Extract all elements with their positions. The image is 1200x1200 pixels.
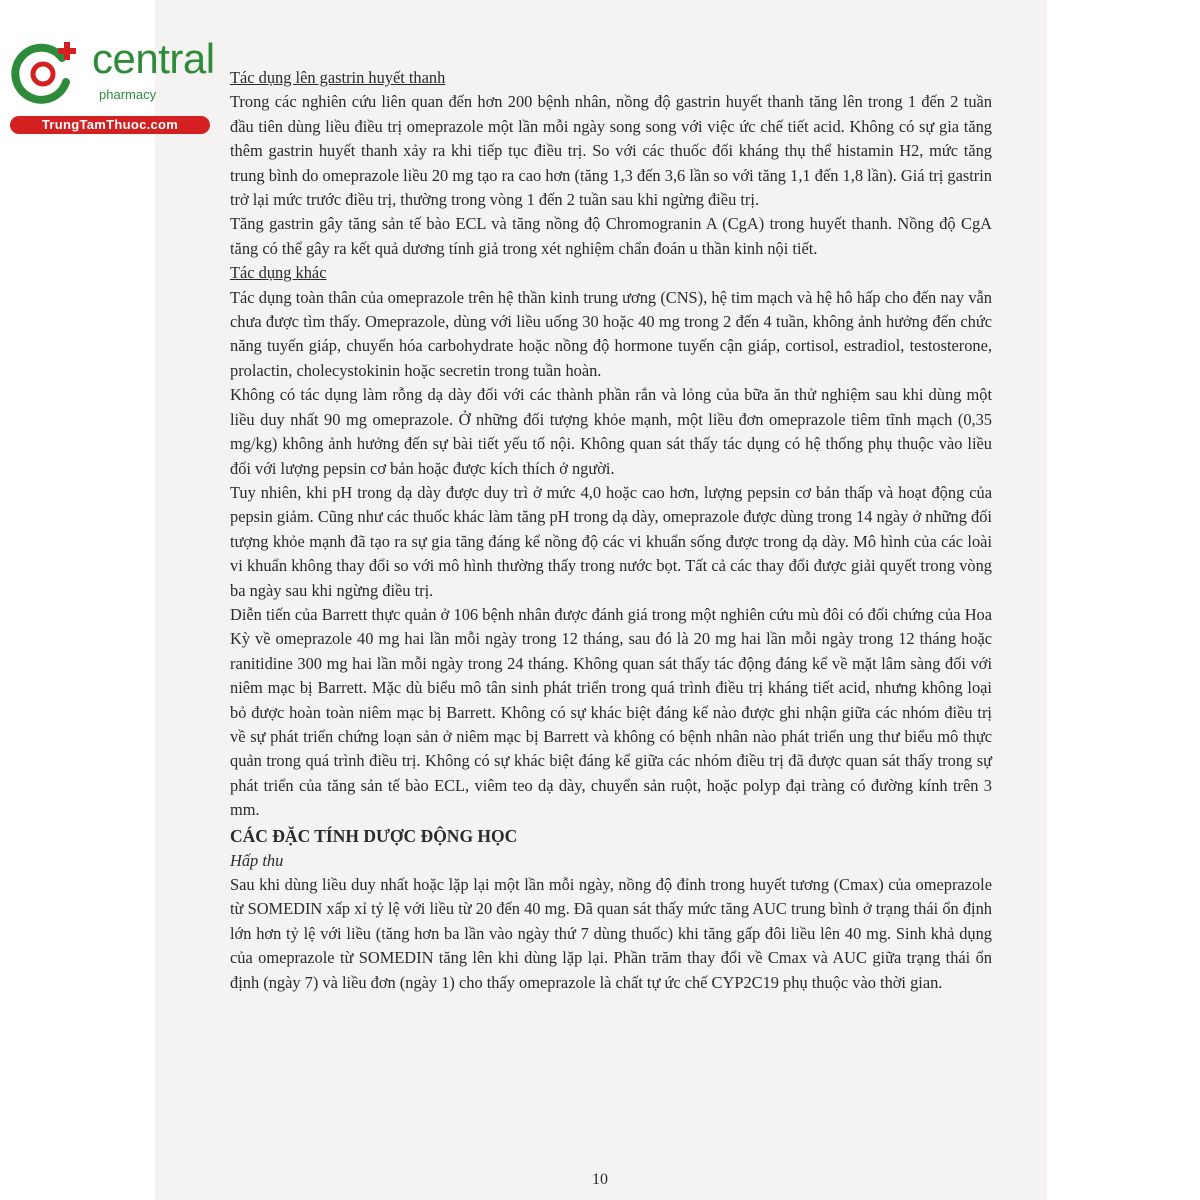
gastrin-paragraph-2: Tăng gastrin gây tăng sản tế bào ECL và tăng nồng độ Chromogranin A (CgA) trong huyết thanh. Nồng độ CgA tăng có thể gây ra kết quả dương tính giả trong xét nghiệm chẩn đoán u thần kinh nội tiết. bbox=[230, 214, 992, 258]
brand-name: central bbox=[92, 35, 215, 82]
brand-logo[interactable] bbox=[10, 35, 215, 136]
other-effects-heading: Tác dụng khác bbox=[230, 263, 327, 283]
page-number: 10 bbox=[592, 1171, 608, 1188]
absorption-heading: Hấp thu bbox=[230, 850, 284, 870]
brand-website-link[interactable]: TrungTamThuoc.com bbox=[10, 116, 210, 134]
gastrin-heading: Tác dụng lên gastrin huyết thanh bbox=[230, 68, 446, 87]
other-effects-paragraph-2: Không có tác dụng làm rỗng dạ dày đối với các thành phần rắn và lỏng của bữa ăn thử nghiệm sau khi dùng một liều duy nhất 90 mg omeprazole. Ở những đối tượng khỏe mạnh, một liều đơn omeprazole tiêm tĩnh mạch (0,35 mg/kg) không ảnh hưởng đến sự bài tiết yếu tố nội. Không quan sát thấy tác dụng có hệ thống phụ thuộc vào liều đối với lượng pepsin cơ bản hoặc được kích thích ở người. bbox=[230, 385, 992, 478]
brand-subtitle: pharmacy bbox=[99, 87, 157, 102]
other-effects-paragraph-3: Tuy nhiên, khi pH trong dạ dày được duy trì ở mức 4,0 hoặc cao hơn, lượng pepsin cơ bản thấp và hoạt động của pepsin giảm. Cũng như các thuốc khác làm tăng pH trong dạ dày, omeprazole được dùng trong 14 ngày ở những đối tượng khỏe mạnh đã tạo ra sự gia tăng đáng kể nồng độ các vi khuẩn sống được trong dạ dày. Mô hình của các loài vi khuẩn không thay đổi so với mô hình thường thấy trong nước bọt. Tất cả các thay đổi được giải quyết trong vòng ba ngày sau khi ngừng điều trị. bbox=[230, 482, 992, 600]
absorption-paragraph: Sau khi dùng liều duy nhất hoặc lặp lại một lần mỗi ngày, nồng độ đỉnh trong huyết tương (Cmax) của omeprazole từ SOMEDIN xấp xỉ tỷ lệ với liều từ 20 đến 40 mg. Đã quan sát thấy mức tăng AUC trung bình ở trạng thái ổn định lớn hơn tỷ lệ với liều (tăng hơn ba lần vào ngày thứ 7 dùng thuốc) khi tăng gấp đôi liều lên 40 mg. Sinh khả dụng của omeprazole từ SOMEDIN tăng lên khi dùng lặp lại. Phần trăm thay đổi về Cmax và AUC giữa trạng thái ổn định (ngày 7) và liều đơn (ngày 1) cho thấy omeprazole là chất tự ức chế CYP2C19 phụ thuộc vào thời gian. bbox=[230, 875, 992, 992]
pharmacokinetics-title: CÁC ĐẶC TÍNH DƯỢC ĐỘNG HỌC bbox=[230, 825, 518, 846]
other-effects-paragraph-4: Diễn tiến của Barrett thực quản ở 106 bệnh nhân được đánh giá trong một nghiên cứu mù đôi có đối chứng của Hoa Kỳ về omeprazole 40 mg hai lần mỗi ngày trong 12 tháng, sau đó là 20 mg hai lần mỗi ngày trong 12 tháng hoặc ranitidine 300 mg hai lần mỗi ngày trong 24 tháng. Không quan sát thấy tác động đáng kể về mặt lâm sàng đối với niêm mạc bị Barrett. Mặc dù biểu mô tân sinh phát triển trong quá trình điều trị kháng tiết acid, nhưng không loại bỏ được hoàn toàn niêm mạc bị Barrett. Không có sự khác biệt đáng kể nào được ghi nhận giữa các nhóm điều trị về sự phát triển chứng loạn sản ở niêm mạc bị Barrett và không có bệnh nhân nào phát triển ung thư biểu mô thực quản trong quá trình điều trị. Không có sự khác biệt đáng kể giữa các nhóm điều trị đã được quan sát thấy trong sự phát triển của tăng sản tế bào ECL, viêm teo dạ dày, chuyển sản ruột, hoặc polyp đại tràng có đường kính trên 3 mm. bbox=[230, 604, 992, 820]
gastrin-paragraph-1: Trong các nghiên cứu liên quan đến hơn 200 bệnh nhân, nồng độ gastrin huyết thanh tăng lên trong 1 đến 2 tuần đầu tiên dùng liều điều trị omeprazole một lần mỗi ngày song song với việc ức chế tiết acid. Không có sự gia tăng thêm gastrin huyết thanh xảy ra khi tiếp tục điều trị. So với các thuốc đối kháng thụ thể histamin H2, mức tăng trung bình do omeprazole liều 20 mg tạo ra cao hơn (tăng 1,3 đến 3,6 lần so với tăng 1,1 đến 1,8 lần). Giá trị gastrin trở lại mức trước điều trị, thường trong vòng 1 đến 2 tuần sau khi ngừng điều trị. bbox=[230, 92, 992, 210]
central-pharmacy-logo-icon bbox=[10, 38, 80, 108]
other-effects-paragraph-1: Tác dụng toàn thân của omeprazole trên hệ thần kinh trung ương (CNS), hệ tim mạch và hệ hô hấp cho đến nay vẫn chưa được tìm thấy. Omeprazole, dùng với liều uống 30 hoặc 40 mg trong 2 đến 4 tuần, không ảnh hưởng đến chức năng tuyến giáp, chuyển hóa carbohydrate hoặc nồng độ hormone tuyến cận giáp, cortisol, estradiol, testosterone, prolactin, cholecystokinin hoặc secretin trong tuần hoàn. bbox=[230, 287, 992, 380]
document-body bbox=[230, 66, 992, 995]
